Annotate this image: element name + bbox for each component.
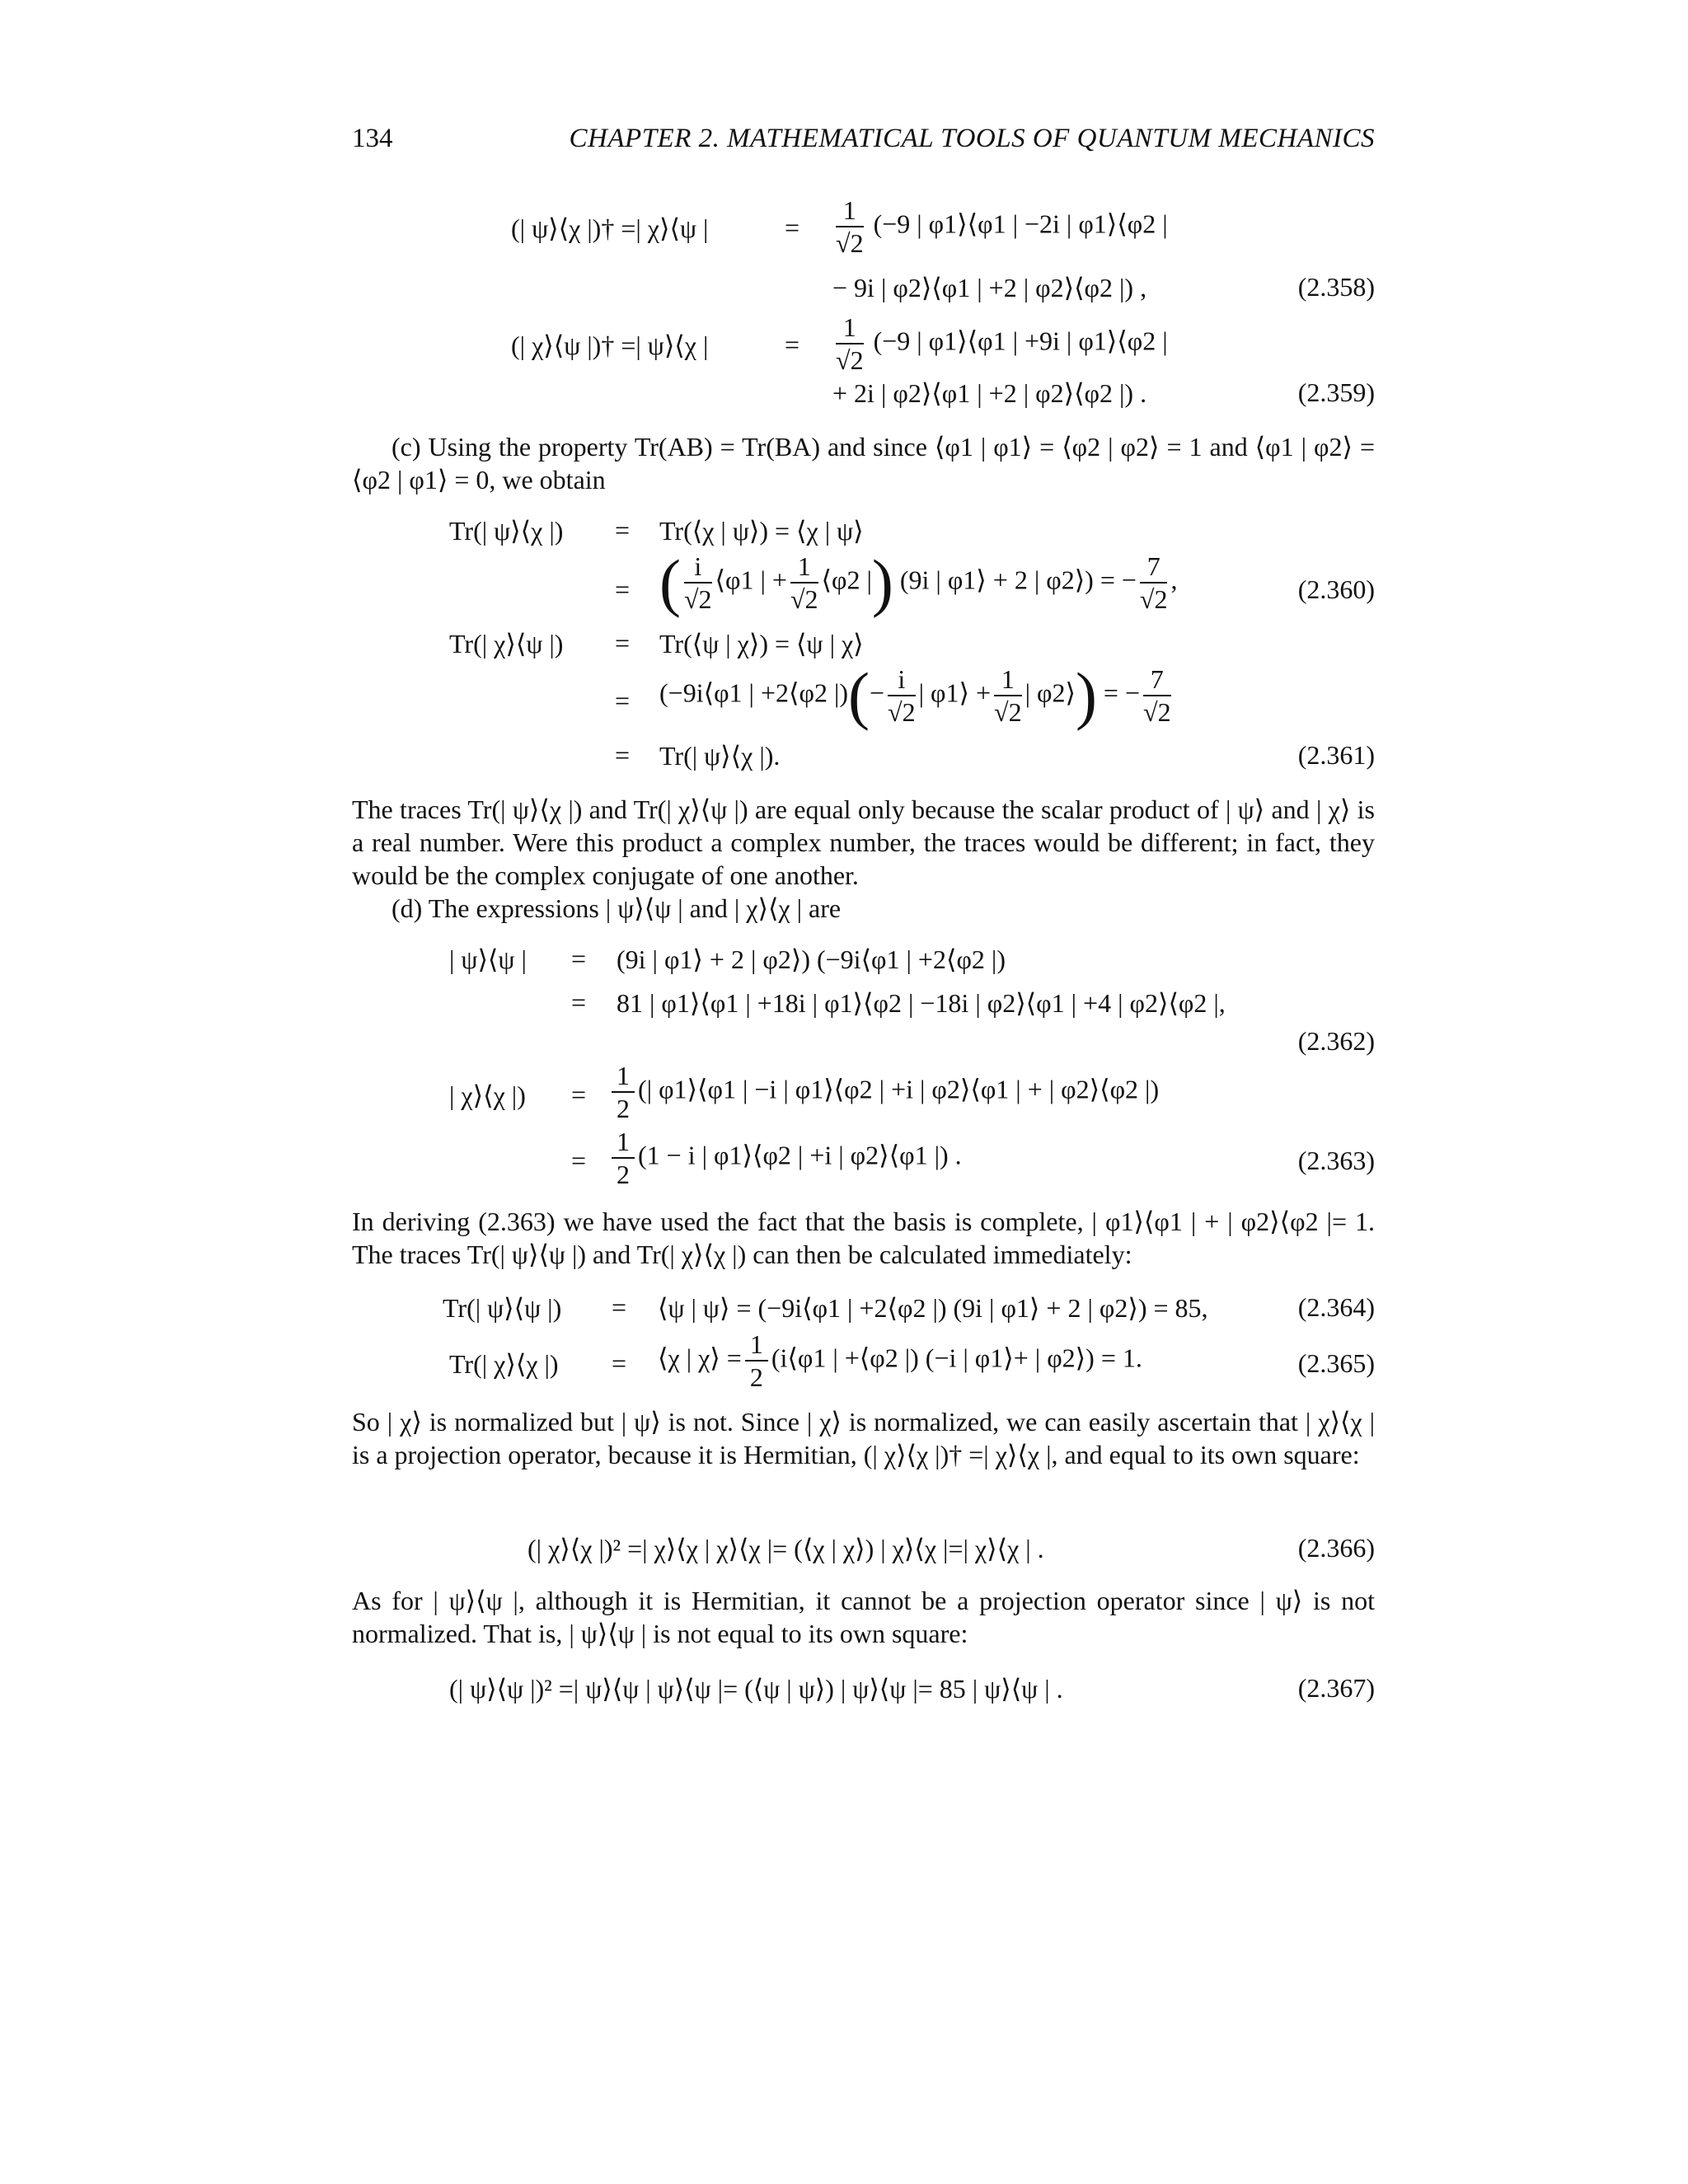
eq-number: (2.360) xyxy=(1297,574,1375,604)
eq-number: (2.364) xyxy=(1297,1292,1375,1322)
eq-2362-lhs: | ψ⟩⟨ψ | xyxy=(449,944,527,974)
paragraph-traces: The traces Tr(| ψ⟩⟨χ |) and Tr(| χ⟩⟨ψ |) are equal only because the scalar product of | ψ⟩ and | χ⟩ is a real number. Were this product a complex number, the traces would be different; in fact, they would be the complex conjugate of one another. xyxy=(352,794,1375,890)
eq-number: (2.366) xyxy=(1297,1533,1375,1563)
eq-number: (2.359) xyxy=(1297,377,1375,407)
eq-number: (2.362) xyxy=(1297,1026,1375,1056)
eq-2363-equals: = xyxy=(571,1080,587,1109)
eq-2360-line2: ( $\frac{i}{√2}$ ⟨φ1 | + $\frac{1}{√2}$ ⟨φ2 |) (9i | φ1⟩ + 2 | φ2⟩) = − $\frac{7}{√2}$ , xyxy=(659,546,1178,618)
eq-2361-line1: Tr(⟨ψ | χ⟩) = ⟨ψ | χ⟩ xyxy=(659,629,864,658)
eq-2360-line1: Tr(⟨χ | ψ⟩) = ⟨χ | ψ⟩ xyxy=(659,516,864,546)
eq-2363-line2: $\frac{1}{2}$ (1 − i | φ1⟩⟨φ2 | +i | φ2⟩⟨φ1 |) . xyxy=(608,1126,962,1190)
eq-2359-rhs-line2: + 2i | φ2⟩⟨φ1 | +2 | φ2⟩⟨φ2 |) . xyxy=(832,378,1147,408)
eq-2359-rhs-line1: $\frac{1}{√2}$ (−9 | φ1⟩⟨φ1 | +9i | φ1⟩⟨φ2 | xyxy=(836,312,1168,375)
eq-2361-equals-3: = xyxy=(615,740,631,770)
eq-2358-rhs-line1: $\frac{1}{√2}$ (−9 | φ1⟩⟨φ1 | −2i | φ1⟩⟨φ2 | xyxy=(836,195,1168,258)
eq-2362-equals-2: = xyxy=(571,987,587,1017)
eq-2358-equals: = xyxy=(785,213,800,242)
eq-2366: (| χ⟩⟨χ |)² =| χ⟩⟨χ | χ⟩⟨χ |= (⟨χ | χ⟩) | χ⟩⟨χ |=| χ⟩⟨χ | . xyxy=(528,1534,1044,1563)
eq-2361-line3: Tr(| ψ⟩⟨χ |). xyxy=(659,741,781,771)
chapter-title: CHAPTER 2. MATHEMATICAL TOOLS OF QUANTUM MECHANICS xyxy=(569,124,1375,153)
eq-2361-equals-2: = xyxy=(615,686,631,715)
eq-number: (2.363) xyxy=(1297,1146,1375,1175)
eq-2365-equals: = xyxy=(612,1348,627,1378)
eq-2361-lhs: Tr(| χ⟩⟨ψ |) xyxy=(449,629,564,658)
eq-2360-equals-2: = xyxy=(615,574,631,604)
eq-2362-line1: (9i | φ1⟩ + 2 | φ2⟩) (−9i⟨φ1 | +2⟨φ2 |) xyxy=(617,944,1006,974)
paragraph-c: (c) Using the property Tr(AB) = Tr(BA) and since ⟨φ1 | φ1⟩ = ⟨φ2 | φ2⟩ = 1 and ⟨φ1 | φ2⟩ = ⟨φ2 | φ1⟩ = 0, we obtain xyxy=(352,432,1375,494)
eq-2364-lhs: Tr(| ψ⟩⟨ψ |) xyxy=(443,1293,562,1323)
eq-2364-rhs: ⟨ψ | ψ⟩ = (−9i⟨φ1 | +2⟨φ2 |) (9i | φ1⟩ + 2 | φ2⟩) = 85, xyxy=(658,1293,1208,1323)
eq-2363-lhs: | χ⟩⟨χ |) xyxy=(449,1080,526,1110)
eq-2362-equals: = xyxy=(571,944,587,973)
eq-number: (2.365) xyxy=(1297,1348,1375,1378)
eq-2360-equals: = xyxy=(615,515,631,545)
paragraph-as-for: As for | ψ⟩⟨ψ |, although it is Hermitian, it cannot be a projection operator since | ψ⟩ is not normalized. That is, | ψ⟩⟨ψ | is not equal to its own square: xyxy=(352,1586,1375,1648)
eq-2358-lhs: (| ψ⟩⟨χ |)† =| χ⟩⟨ψ | xyxy=(511,213,709,243)
eq-2362-line2: 81 | φ1⟩⟨φ1 | +18i | φ1⟩⟨φ2 | −18i | φ2⟩⟨φ1 | +4 | φ2⟩⟨φ2 |, xyxy=(617,988,1226,1018)
eq-2367: (| ψ⟩⟨ψ |)² =| ψ⟩⟨ψ | ψ⟩⟨ψ |= (⟨ψ | ψ⟩) | ψ⟩⟨ψ |= 85 | ψ⟩⟨ψ | . xyxy=(449,1674,1063,1704)
eq-2360-lhs: Tr(| ψ⟩⟨χ |) xyxy=(449,516,564,546)
page-number: 134 xyxy=(352,124,393,153)
eq-2359-fraction: $\frac{1}{√2}$ xyxy=(836,312,864,375)
eq-number: (2.358) xyxy=(1297,272,1375,302)
paragraph-so: So | χ⟩ is normalized but | ψ⟩ is not. Since | χ⟩ is normalized, we can easily ascertain that | χ⟩⟨χ | is a projection operator, because it is Hermitian, (| χ⟩⟨χ |)† =| χ⟩⟨χ |, and equal to its own square: xyxy=(352,1407,1375,1469)
eq-2359-equals: = xyxy=(785,330,800,359)
eq-2364-equals: = xyxy=(612,1292,627,1322)
eq-2363-line1: $\frac{1}{2}$ (| φ1⟩⟨φ1 | −i | φ1⟩⟨φ2 | +i | φ2⟩⟨φ1 | + | φ2⟩⟨φ2 |) xyxy=(608,1060,1159,1124)
paragraph-deriving: In deriving (2.363) we have used the fact that the basis is complete, | φ1⟩⟨φ1 | + | φ2⟩⟨φ2 |= 1. The traces Tr(| ψ⟩⟨ψ |) and Tr(| χ⟩⟨χ |) can then be calculated immediately: xyxy=(352,1207,1375,1269)
eq-2361-equals: = xyxy=(615,628,631,658)
eq-2361-line2: (−9i⟨φ1 | +2⟨φ2 |)(− $\frac{i}{√2}$ | φ1⟩ + $\frac{1}{√2}$ | φ2⟩) = − $\frac{7}{√2}$ xyxy=(659,659,1171,731)
eq-2365-lhs: Tr(| χ⟩⟨χ |) xyxy=(449,1349,559,1379)
eq-2358-fraction: $\frac{1}{√2}$ xyxy=(836,195,864,258)
paragraph-d: (d) The expressions | ψ⟩⟨ψ | and | χ⟩⟨χ | are xyxy=(392,893,842,923)
eq-2358-rhs-line2: − 9i | φ2⟩⟨φ1 | +2 | φ2⟩⟨φ2 |) , xyxy=(832,273,1147,302)
eq-number: (2.361) xyxy=(1297,740,1375,770)
eq-2359-lhs: (| χ⟩⟨ψ |)† =| ψ⟩⟨χ | xyxy=(511,330,709,360)
eq-2363-equals-2: = xyxy=(571,1146,587,1175)
eq-2365-rhs: ⟨χ | χ⟩ = $\frac{1}{2}$ (i⟨φ1 | +⟨φ2 |) (−i | φ1⟩+ | φ2⟩) = 1. xyxy=(658,1329,1142,1392)
eq-number: (2.367) xyxy=(1297,1673,1375,1703)
